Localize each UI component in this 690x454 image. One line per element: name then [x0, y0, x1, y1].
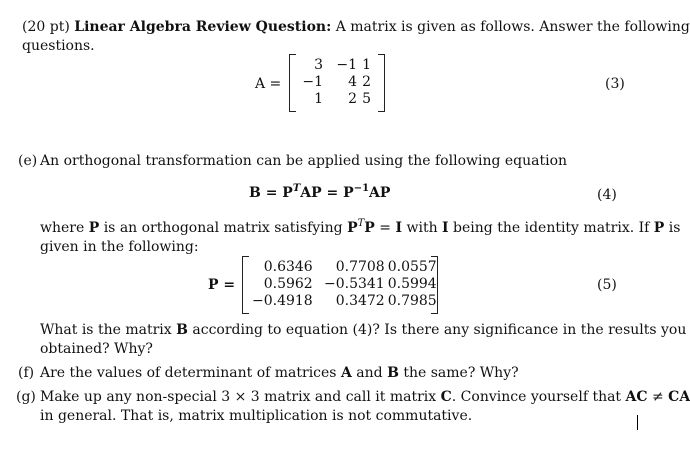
- symbol-b: B: [387, 365, 399, 381]
- symbol-b: B: [176, 322, 188, 338]
- matrix-row: [299, 91, 371, 108]
- symbol-ac: AC: [625, 389, 648, 405]
- matrix-row: [252, 293, 437, 310]
- equation-number-5: (5): [597, 277, 617, 293]
- text: with: [402, 220, 443, 236]
- right-bracket: [378, 54, 385, 112]
- matrix-cell: 0.0557: [387, 259, 437, 275]
- eq-rhs: AP: [369, 185, 391, 201]
- matrix-cell: 5: [362, 91, 371, 107]
- symbol-i: I: [442, 220, 449, 236]
- symbol-sup-t: T: [357, 218, 365, 229]
- text: being the identity matrix. If: [448, 220, 654, 236]
- matrix-cell: 1: [362, 57, 371, 73]
- eq-lhs: B = P: [249, 185, 293, 201]
- matrix-a: [289, 54, 385, 112]
- matrix-row: [252, 276, 437, 293]
- matrix-cell: −0.4918: [252, 293, 313, 309]
- where-line-2: given in the following:: [40, 239, 199, 255]
- text: the same? Why?: [398, 365, 519, 381]
- matrix-cell: 2: [348, 91, 357, 107]
- matrix-cell: −1: [336, 57, 357, 73]
- equation-number-3: (3): [605, 76, 625, 92]
- text: according to equation (4)? Is there any significance in the results you: [187, 322, 687, 338]
- intro-line-1: [22, 19, 690, 35]
- symbol-p: P: [347, 220, 358, 236]
- question-title: Linear Algebra Review Question:: [74, 19, 332, 35]
- matrix-a-label: A =: [255, 76, 282, 92]
- text: What is the matrix: [40, 322, 177, 338]
- text: . Convince yourself that: [451, 389, 626, 405]
- intro-line-2: questions.: [22, 38, 95, 54]
- question-line-1: [40, 322, 686, 338]
- matrix-cell: 0.3472: [335, 293, 385, 309]
- text: Make up any non-special 3 × 3 matrix and call it matrix: [40, 389, 441, 405]
- equation-number-4: (4): [597, 187, 617, 203]
- not-equal-sign: ≠: [647, 389, 669, 405]
- matrix-cell: 0.6346: [263, 259, 313, 275]
- matrix-row: [299, 74, 371, 91]
- left-bracket: [289, 54, 296, 112]
- part-g-line-2: in general. That is, matrix multiplication is not commutative.: [40, 408, 473, 424]
- text: Are the values of determinant of matrices: [40, 365, 341, 381]
- part-e-text: An orthogonal transformation can be applied using the following equation: [40, 153, 568, 169]
- text: =: [374, 220, 396, 236]
- eq-mid: AP = P: [300, 185, 354, 201]
- matrix-row: [299, 57, 371, 74]
- symbol-p: P: [88, 220, 100, 236]
- eq-sup-inv: −1: [353, 183, 370, 194]
- matrix-cell: 3: [314, 57, 323, 73]
- matrix-cell: 2: [362, 74, 371, 90]
- text-cursor: [637, 415, 638, 430]
- equation-4: [249, 185, 390, 201]
- symbol-i: I: [395, 220, 403, 236]
- points-label: (20 pt): [22, 19, 70, 35]
- part-g-marker: (g): [16, 389, 36, 405]
- eq-sup-t: T: [292, 183, 301, 194]
- symbol-p: P: [364, 220, 375, 236]
- matrix-cell: −1: [302, 74, 323, 90]
- matrix-cell: 0.7708: [335, 259, 385, 275]
- text: where: [40, 220, 89, 236]
- matrix-cell: 4: [348, 74, 357, 90]
- intro-text: A matrix is given as follows. Answer the following: [335, 19, 690, 35]
- symbol-ca: CA: [668, 389, 690, 405]
- matrix-p-label: P =: [208, 277, 236, 293]
- symbol-p: P: [653, 220, 665, 236]
- text: and: [351, 365, 388, 381]
- symbol-c: C: [440, 389, 452, 405]
- text: is an orthogonal matrix satisfying: [99, 220, 348, 236]
- matrix-row: [252, 259, 437, 276]
- matrix-cell: −0.5341: [324, 276, 385, 292]
- matrix-cell: 1: [314, 91, 323, 107]
- part-f-marker: (f): [18, 365, 35, 381]
- matrix-cell: 0.7985: [387, 293, 437, 309]
- question-line-2: obtained? Why?: [40, 341, 153, 357]
- symbol-a: A: [340, 365, 352, 381]
- part-e-marker: (e): [18, 153, 38, 169]
- part-g-line-1: [40, 389, 690, 405]
- text: is: [664, 220, 681, 236]
- matrix-cell: 0.5962: [263, 276, 313, 292]
- matrix-p: [242, 256, 438, 314]
- matrix-cell: 0.5994: [387, 276, 437, 292]
- left-bracket: [242, 256, 249, 314]
- where-line-1: [40, 220, 680, 236]
- part-f-text: [40, 365, 519, 381]
